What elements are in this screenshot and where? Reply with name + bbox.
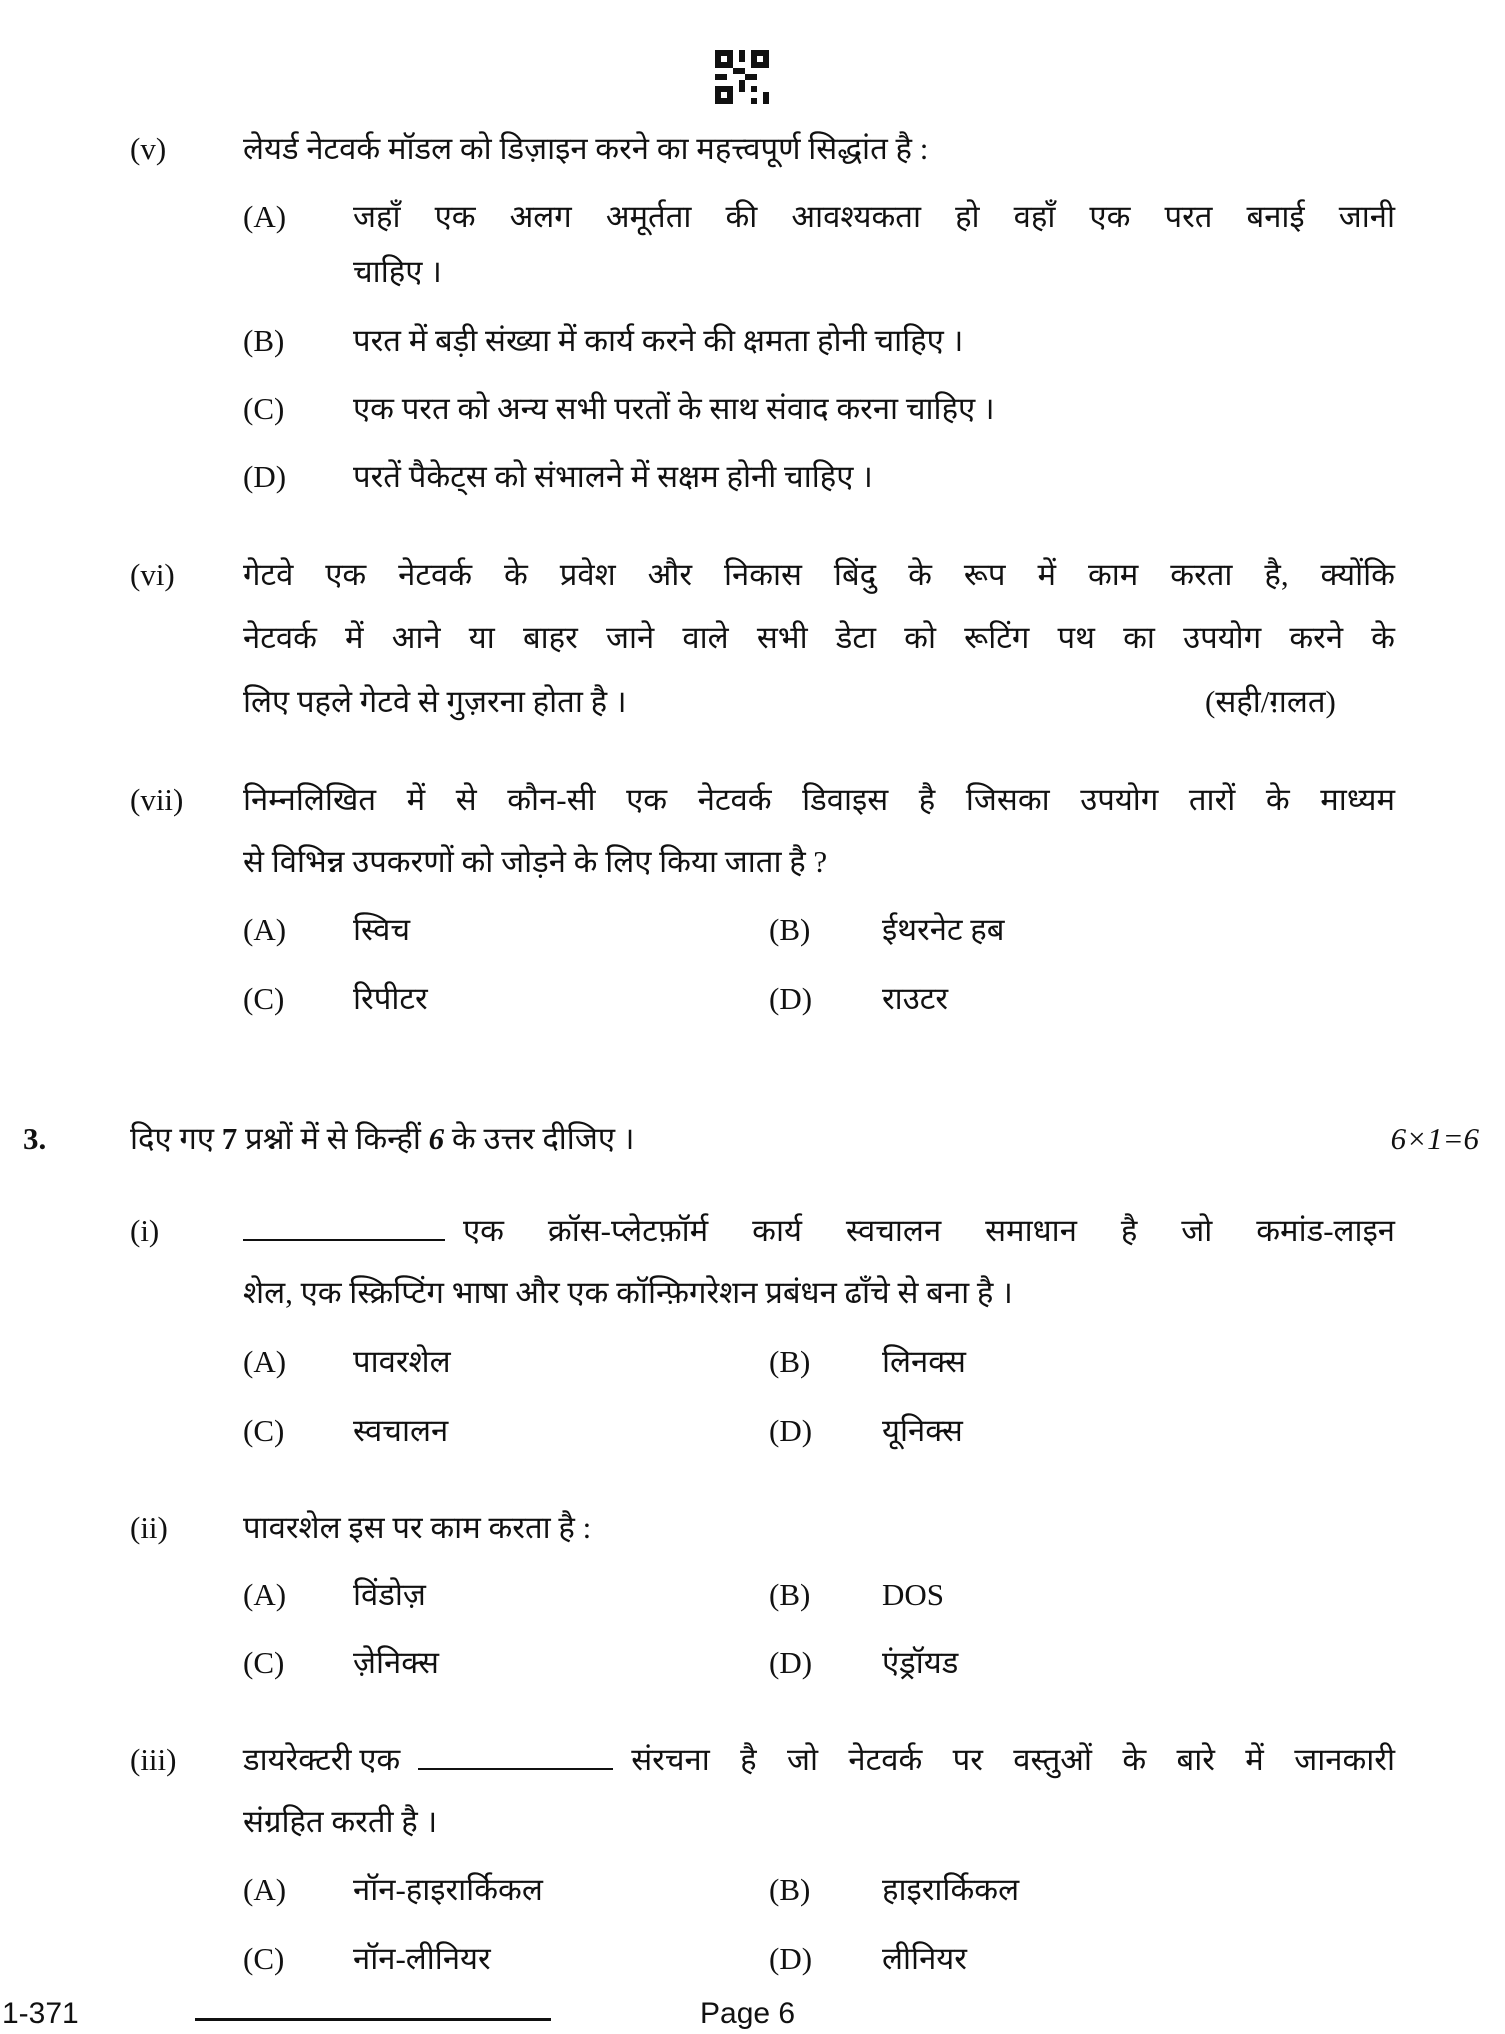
instruction-required: 6 [428,1121,445,1156]
question-text: लिए पहले गेटवे से गुज़रना होता है । [243,684,627,719]
question-line [243,1741,1395,1779]
question-text: निम्नलिखित में से कौन-सी एक नेटवर्क डिवाइस है जिसका उपयोग तारों के माध्यम [243,782,1395,817]
footer-divider [195,2018,551,2021]
option-label: (A) [243,1872,287,1907]
option-label: (D) [769,1413,813,1448]
page-number: Page 6 [700,1997,796,2030]
option-label: (B) [769,1577,811,1612]
question-text: गेटवे एक नेटवर्क के प्रवेश और निकास बिंदु के रूप में काम करता है, क्योंकि [243,557,1395,592]
paper-code: 1-371 [2,1997,79,2030]
option-label: (D) [243,459,287,494]
option-text: जहाँ एक अलग अमूर्तता की आवश्यकता हो वहाँ एक परत बनाई जानी [353,199,1395,234]
question-text: संरचना है जो नेटवर्क पर वस्तुओं के बारे में जानकारी [631,1742,1395,1777]
option-text: स्वचालन [353,1413,449,1448]
option-text: विंडोज़ [353,1577,426,1612]
question-number: (i) [130,1213,160,1248]
option-text: DOS [882,1577,945,1612]
option-label: (C) [243,1941,285,1976]
option-text: राउटर [882,981,948,1016]
question-text: संग्रहित करती है । [243,1804,438,1839]
option-text: पावरशेल [353,1344,451,1379]
option-text: परतें पैकेट्स को संभालने में सक्षम होनी चाहिए । [353,459,873,494]
option-text: रिपीटर [353,981,428,1016]
fill-blank [243,1213,445,1241]
option-text: स्विच [353,912,411,947]
instruction-total: 7 [221,1121,238,1156]
instruction-part: दिए गए [130,1121,222,1156]
question-text: एक क्रॉस-प्लेटफ़ॉर्म कार्य स्वचालन समाधान है जो कमांड-लाइन [463,1213,1395,1248]
option-label: (D) [769,981,813,1016]
option-label: (C) [243,391,285,426]
question-text: लेयर्ड नेटवर्क मॉडल को डिज़ाइन करने का महत्त्वपूर्ण सिद्धांत है : [243,131,929,166]
option-text: ईथरनेट हब [882,912,1005,947]
option-text: एक परत को अन्य सभी परतों के साथ संवाद करना चाहिए । [353,391,995,426]
option-text: नॉन-हाइरार्किकल [353,1872,543,1907]
option-label: (C) [243,1645,285,1680]
option-label: (B) [769,1344,811,1379]
instruction-part: प्रश्नों में से किन्हीं [237,1121,429,1156]
question-text: शेल, एक स्क्रिप्टिंग भाषा और एक कॉन्फ़िगरेशन प्रबंधन ढाँचे से बना है । [243,1275,1013,1310]
question-line [243,1212,1395,1250]
option-text-continued: चाहिए । [353,254,442,289]
question-number: (v) [130,131,167,166]
question-text: पावरशेल इस पर काम करता है : [243,1510,592,1545]
option-text: ज़ेनिक्स [353,1645,439,1680]
option-text: एंड्रॉयड [882,1645,959,1680]
question-number: (vi) [130,557,175,592]
option-label: (D) [769,1645,813,1680]
option-label: (B) [243,323,285,358]
question-text: से विभिन्न उपकरणों को जोड़ने के लिए किया जाता है ? [243,844,828,879]
option-label: (C) [243,981,285,1016]
option-text: लीनियर [882,1941,967,1976]
fill-blank [418,1742,613,1770]
qr-code-icon [715,50,769,104]
instruction-part: के उत्तर दीजिए । [444,1121,635,1156]
option-text: लिनक्स [882,1344,966,1379]
option-label: (B) [769,1872,811,1907]
option-text: हाइरार्किकल [882,1872,1020,1907]
option-label: (B) [769,912,811,947]
option-label: (A) [243,912,287,947]
question-number: (iii) [130,1742,177,1777]
question-number: (vii) [130,782,184,817]
option-text: यूनिक्स [882,1413,963,1448]
question-text: डायरेक्टरी एक [243,1742,401,1777]
question-number: (ii) [130,1510,168,1545]
option-label: (A) [243,1344,287,1379]
option-label: (D) [769,1941,813,1976]
section-number: 3. [23,1121,47,1156]
option-text: नॉन-लीनियर [353,1941,491,1976]
question-text: नेटवर्क में आने या बाहर जाने वाले सभी डेटा को रूटिंग पथ का उपयोग करने के [243,620,1395,655]
option-text: परत में बड़ी संख्या में कार्य करने की क्षमता होनी चाहिए । [353,323,964,358]
true-false-hint: (सही/ग़लत) [1205,684,1336,719]
marks: 6×1=6 [1390,1121,1479,1156]
option-label: (A) [243,1577,287,1612]
section-instruction [130,1120,634,1158]
option-label: (C) [243,1413,285,1448]
option-label: (A) [243,199,287,234]
